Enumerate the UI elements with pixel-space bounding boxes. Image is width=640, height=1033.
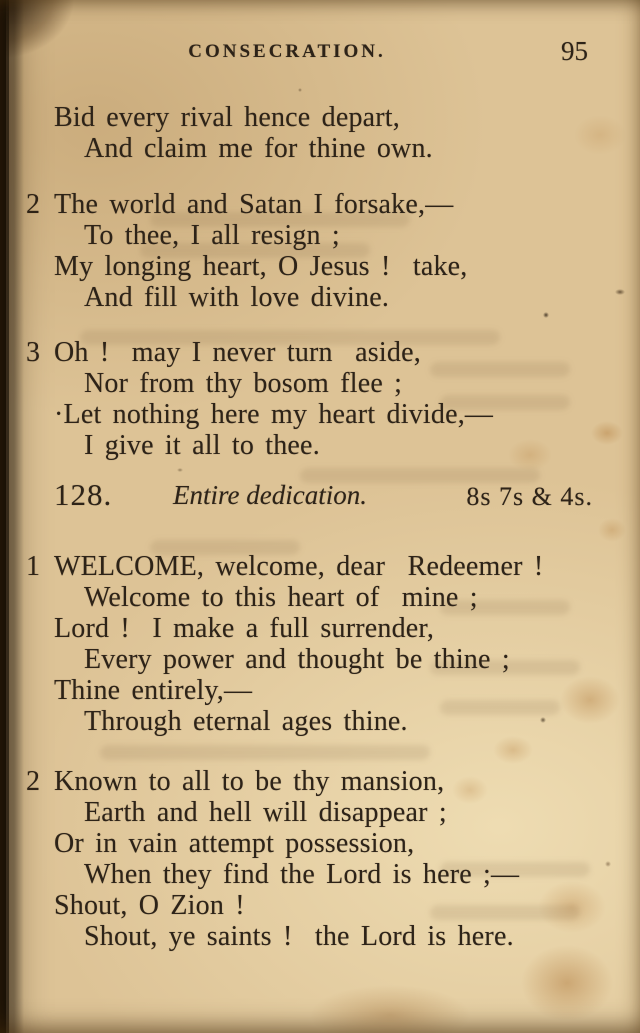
hymn-line: Bid every rival hence depart,: [54, 102, 400, 133]
hymn-line: Shout, ye saints ! the Lord is here.: [84, 921, 514, 952]
hymn-line: And fill with love divine.: [84, 282, 390, 313]
hymn-stanza-2: [0, 766, 630, 952]
hymn-line: I give it all to thee.: [84, 430, 320, 461]
hymn-line: Known to all to be thy mansion,: [54, 766, 445, 797]
hymn-meter: 8s 7s & 4s.: [466, 482, 593, 511]
hymn-line: Oh ! may I never turn aside,: [54, 337, 421, 368]
hymn-line: And claim me for thine own.: [84, 133, 433, 164]
stanza-number: 2: [26, 766, 40, 797]
hymn-line: Lord ! I make a full surrender,: [54, 613, 435, 644]
stanza-continued: [0, 102, 630, 164]
running-head-section-title: CONSECRATION.: [188, 41, 386, 62]
hymn-line: The world and Satan I forsake,—: [54, 189, 454, 220]
stanza-number: 1: [26, 551, 40, 582]
hymn-line: Shout, O Zion !: [54, 890, 245, 921]
hymn-line: When they find the Lord is here ;—: [84, 859, 520, 890]
stanza-number: 2: [26, 189, 40, 220]
hymn-line: Welcome to this heart of mine ;: [84, 582, 478, 613]
hymn-line: ·Let nothing here my heart divide,—: [54, 399, 494, 430]
hymn-number: 128.: [54, 477, 113, 512]
hymn-heading: [0, 477, 640, 515]
hymn-stanza-1: [0, 551, 630, 737]
hymn-line: Every power and thought be thine ;: [84, 644, 510, 675]
hymn-line: Through eternal ages thine.: [84, 706, 408, 737]
page-number: 95: [561, 36, 588, 66]
stanza-3: [0, 337, 630, 461]
book-binding-edge: [0, 0, 26, 1033]
hymn-line: Earth and hell will disappear ;: [84, 797, 447, 828]
hymn-line: Thine entirely,—: [54, 675, 253, 706]
hymn-line: Nor from thy bosom flee ;: [84, 368, 403, 399]
hymn-line: To thee, I all resign ;: [84, 220, 340, 251]
hymn-line: Or in vain attempt possession,: [54, 828, 415, 859]
hymn-title: Entire dedication.: [173, 480, 367, 510]
stanza-number: 3: [26, 337, 40, 368]
hymn-line: My longing heart, O Jesus ! take,: [54, 251, 468, 282]
hymn-line: WELCOME, welcome, dear Redeemer !: [54, 551, 544, 582]
stanza-2: [0, 189, 630, 313]
